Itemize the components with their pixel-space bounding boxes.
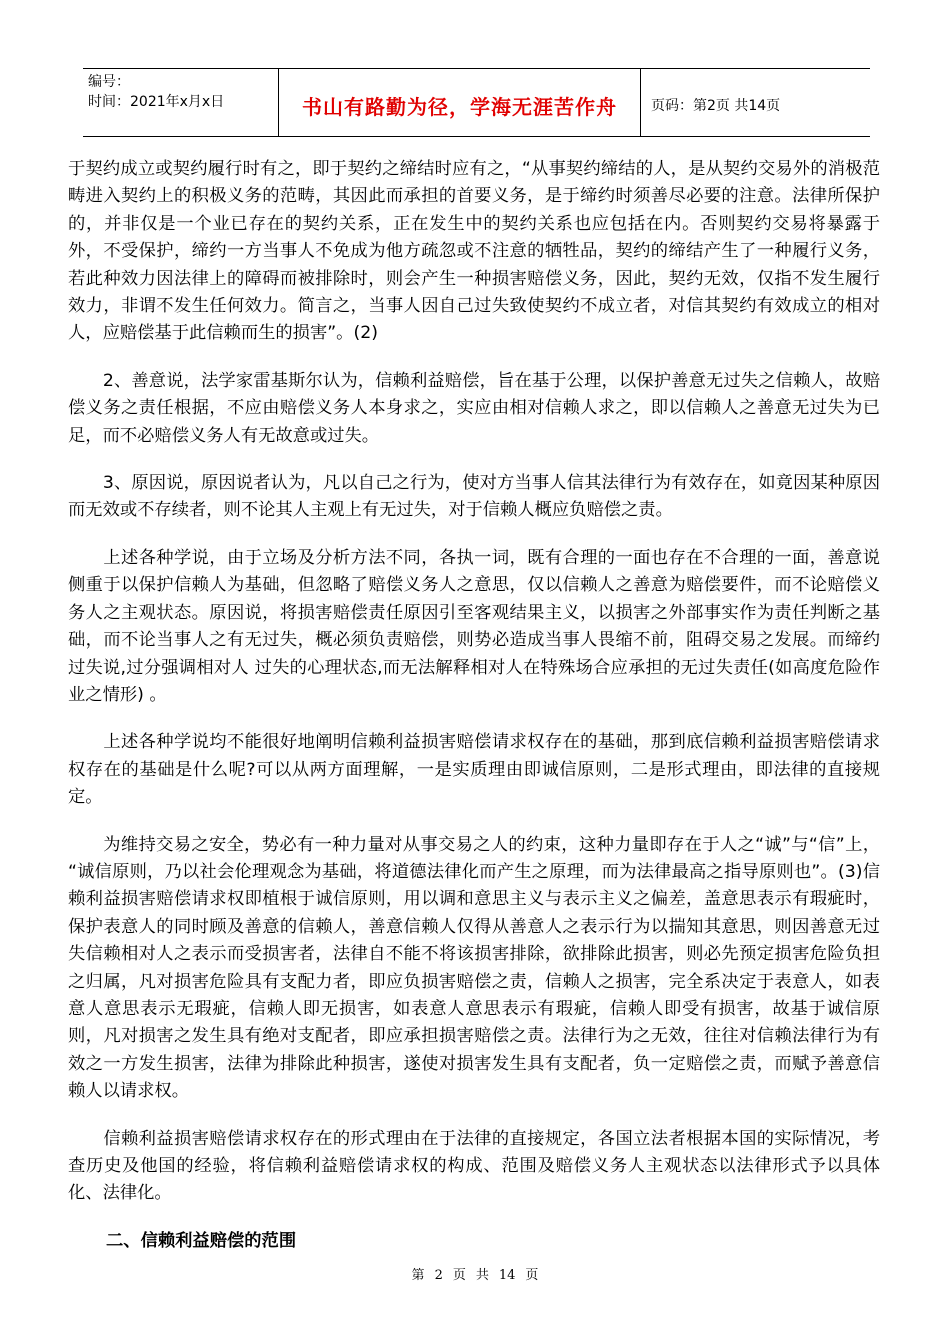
header-page-label: 页码：第2页 共14页 — [651, 97, 781, 114]
footer-total-pages: 14 — [498, 1268, 516, 1283]
page-footer — [0, 1264, 950, 1283]
section-heading: 二、信赖利益赔偿的范围 — [106, 1230, 297, 1251]
paragraph: 上述各种学说，由于立场及分析方法不同，各执一词，既有合理的一面也存在不合理的一面，善意说侧重于以保护信赖人为基础，但忽略了赔偿义务人之意思，仅以信赖人之善意为赔偿要件，而不论赔偿义务人之主观状态。原因说，将损害赔偿责任原因引至客观结果主义，以损害之外部事实作为责任判断之基础，而不论当事人之有无过失，概必须负责赔偿，则势必造成当事人畏缩不前，阻碍交易之发展。而缔约过失说,过分强调相对人 过失的心理状态,而无法解释相对人在特殊场合应承担的无过失责任(如高度危险作业之情形) 。 — [68, 547, 880, 705]
paragraph: 2、善意说，法学家雷基斯尔认为，信赖利益赔偿，旨在基于公理，以保护善意无过失之信赖人，故赔偿义务之责任根据，不应由赔偿义务人本身求之，实应由相对信赖人求之，即以信赖人之善意无过失为已足，而不必赔偿义务人有无故意或过失。 — [68, 370, 880, 446]
footer-di: 第 — [411, 1268, 425, 1283]
header-motto: 书山有路勤为径，学海无涯苦作舟 — [279, 69, 641, 136]
paragraph: 信赖利益损害赔偿请求权存在的形式理由在于法律的直接规定，各国立法者根据本国的实际情况，考查历史及他国的经验，将信赖利益赔偿请求权的构成、范围及赔偿义务人主观状态以法律形式予以具体化、法律化。 — [68, 1128, 880, 1204]
time-label: 时间：2021年x月x日 — [88, 94, 225, 110]
number-label: 编号： — [88, 74, 130, 90]
paragraph: 于契约成立或契约履行时有之，即于契约之缔结时应有之，“从事契约缔结的人，是从契约交易外的消极范畴进入契约上的积极义务的范畴，其因此而承担的首要义务，是于缔约时须善尽必要的注意。法律所保护的，并非仅是一个业已存在的契约关系，正在发生中的契约关系也应包括在内。否则契约交易将暴露于外，不受保护，缔约一方当事人不免成为他方疏忽或不注意的牺牲品，契约的缔结产生了一种履行义务，若此种效力因法律上的障碍而被排除时，则会产生一种损害赔偿义务，因此，契约无效，仅指不发生履行效力，非谓不发生任何效力。简言之，当事人因自己过失致使契约不成立者，对信其契约有效成立的相对人，应赔偿基于此信赖而生的损害”。(2) — [68, 159, 880, 344]
page-header — [83, 68, 870, 137]
footer-ye2: 页 — [525, 1268, 539, 1283]
paragraph: 为维持交易之安全，势必有一种力量对从事交易之人的约束，这种力量即存在于人之“诚”与“信”上， “诚信原则，乃以社会伦理观念为基础，将道德法律化而产生之原理，而为法律最高之指导原则也”。(3)信赖利益损害赔偿请求权即植根于诚信原则，用以调和意思主义与表示主义之偏差，盖意思表示有瑕疵时，保护表意人的同时顾及善意的信赖人，善意信赖人仅得从善意人之表示行为以揣知其意思，则因善意无过失信赖相对人之表示而受损害者，法律自不能不将该损害排除，欲排除此损害，则必先预定损害危险负担之归属，凡对损害危险具有支配力者，即应负损害赔偿之责，信赖人之损害，完全系决定于表意人，如表意人意思表示无瑕疵，信赖人即无损害，如表意人意思表示有瑕疵，信赖人即受有损害，故基于诚信原则，凡对损害之发生具有绝对支配者，即应承担损害赔偿之责。法律行为之无效，往往对信赖法律行为有效之一方发生损害，法律为排除此种损害，遂使对损害发生具有支配者，负一定赔偿之责，而赋予善意信赖人以请求权。 — [68, 834, 880, 1102]
header-meta — [83, 69, 279, 136]
footer-ye: 页 — [452, 1268, 466, 1283]
paragraph: 3、原因说，原因说者认为，凡以自己之行为，使对方当事人信其法律行为有效存在，如竟因某种原因而无效或不存续者，则不论其人主观上有无过失，对于信赖人概应负赔偿之责。 — [68, 473, 880, 521]
document-body — [68, 156, 880, 1255]
footer-gong: 共 — [475, 1268, 489, 1283]
paragraph: 上述各种学说均不能很好地阐明信赖利益损害赔偿请求权存在的基础，那到底信赖利益损害赔偿请求权存在的基础是什么呢?可以从两方面理解，一是实质理由即诚信原则，二是形式理由，即法律的直接规定。 — [68, 732, 880, 808]
footer-page-number: 2 — [434, 1268, 443, 1283]
